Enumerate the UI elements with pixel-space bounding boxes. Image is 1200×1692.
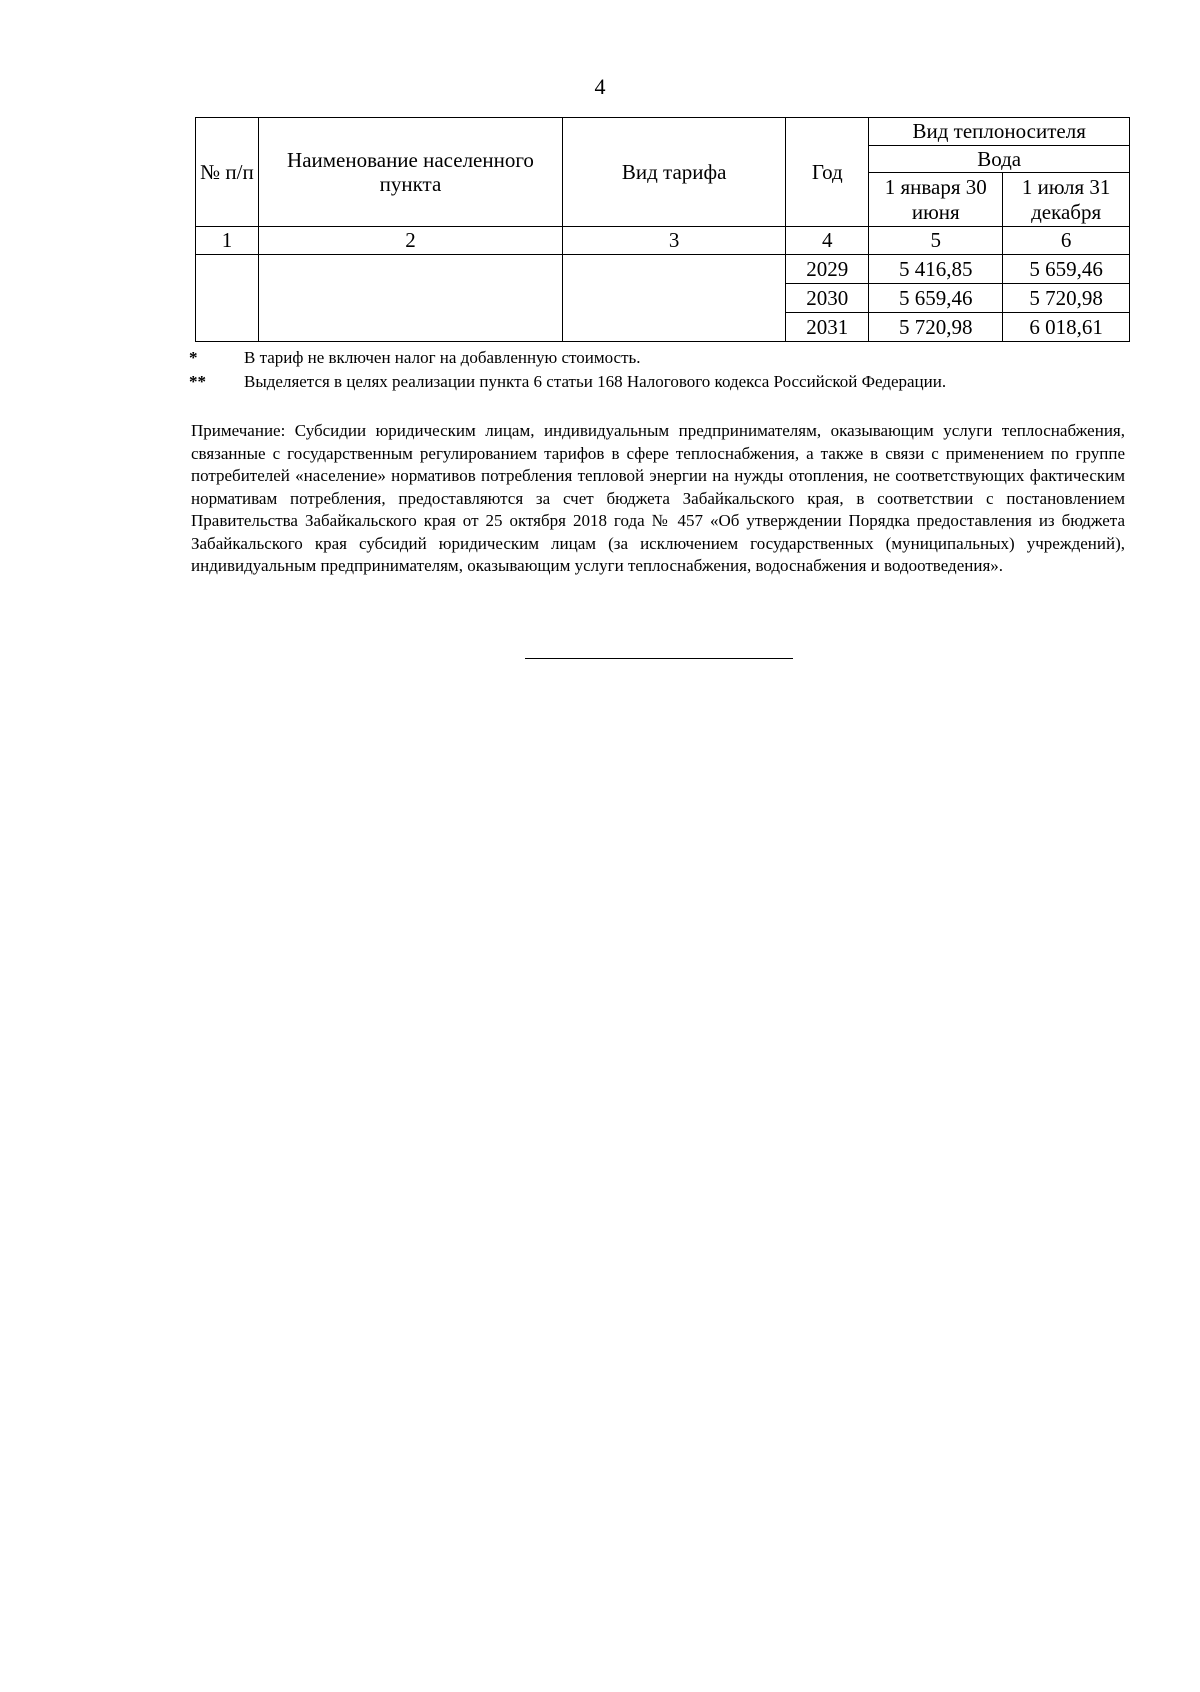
header-period-1: 1 января 30 июня bbox=[869, 173, 1003, 227]
empty-tariff-cell bbox=[563, 255, 786, 342]
column-index: 4 bbox=[786, 227, 869, 255]
header-name: Наименование населенного пункта bbox=[258, 118, 562, 227]
footnote-mark: ** bbox=[189, 372, 206, 391]
value-cell-period-2: 6 018,61 bbox=[1003, 313, 1130, 342]
year-cell: 2030 bbox=[786, 284, 869, 313]
empty-name-cell bbox=[258, 255, 562, 342]
footnote-mark: * bbox=[189, 348, 198, 367]
tariff-table bbox=[195, 117, 1130, 342]
footnotes bbox=[189, 346, 1149, 394]
header-carrier: Вода bbox=[869, 146, 1130, 173]
column-index: 2 bbox=[258, 227, 562, 255]
page-number: 4 bbox=[594, 74, 606, 99]
footnote bbox=[189, 346, 1149, 370]
header-tariff-type: Вид тарифа bbox=[563, 118, 786, 227]
table-header-row bbox=[196, 118, 1130, 146]
footnote-text: Выделяется в целях реализации пункта 6 статьи 168 Налогового кодекса Российской Федерации. bbox=[244, 372, 947, 391]
end-divider bbox=[525, 658, 793, 659]
column-index-row bbox=[196, 227, 1130, 255]
footnote bbox=[189, 370, 1149, 394]
value-cell-period-1: 5 659,46 bbox=[869, 284, 1003, 313]
value-cell-period-2: 5 659,46 bbox=[1003, 255, 1130, 284]
value-cell-period-1: 5 720,98 bbox=[869, 313, 1003, 342]
year-cell: 2031 bbox=[786, 313, 869, 342]
value-cell-period-2: 5 720,98 bbox=[1003, 284, 1130, 313]
table-row bbox=[196, 255, 1130, 284]
header-period-2: 1 июля 31 декабря bbox=[1003, 173, 1130, 227]
column-index: 3 bbox=[563, 227, 786, 255]
empty-num-cell bbox=[196, 255, 259, 342]
note-paragraph: Примечание: Субсидии юридическим лицам, индивидуальным предпринимателям, оказывающим услуги теплоснабжения, связанные с государственным регулированием тарифов в сфере теплоснабжения, а также в связи с применением по группе потребителей «население» нормативов потребления тепловой энергии на нужды отопления, не соответствующих фактическим нормативам потребления, предоставляются за счет бюджета Забайкальского края, в соответствии с постановлением Правительства Забайкальского края от 25 октября 2018 года № 457 «Об утверждении Порядка предоставления из бюджета Забайкальского края субсидий юридическим лицам (за исключением государственных (муниципальных) учреждений), индивидуальным предпринимателям, оказывающим услуги теплоснабжения, водоснабжения и водоотведения». bbox=[191, 421, 1125, 575]
year-cell: 2029 bbox=[786, 255, 869, 284]
column-index: 5 bbox=[869, 227, 1003, 255]
header-year: Год bbox=[786, 118, 869, 227]
header-num: № п/п bbox=[196, 118, 259, 227]
column-index: 1 bbox=[196, 227, 259, 255]
column-index: 6 bbox=[1003, 227, 1130, 255]
header-carrier-type: Вид теплоносителя bbox=[869, 118, 1130, 146]
value-cell-period-1: 5 416,85 bbox=[869, 255, 1003, 284]
footnote-text: В тариф не включен налог на добавленную стоимость. bbox=[244, 348, 641, 367]
